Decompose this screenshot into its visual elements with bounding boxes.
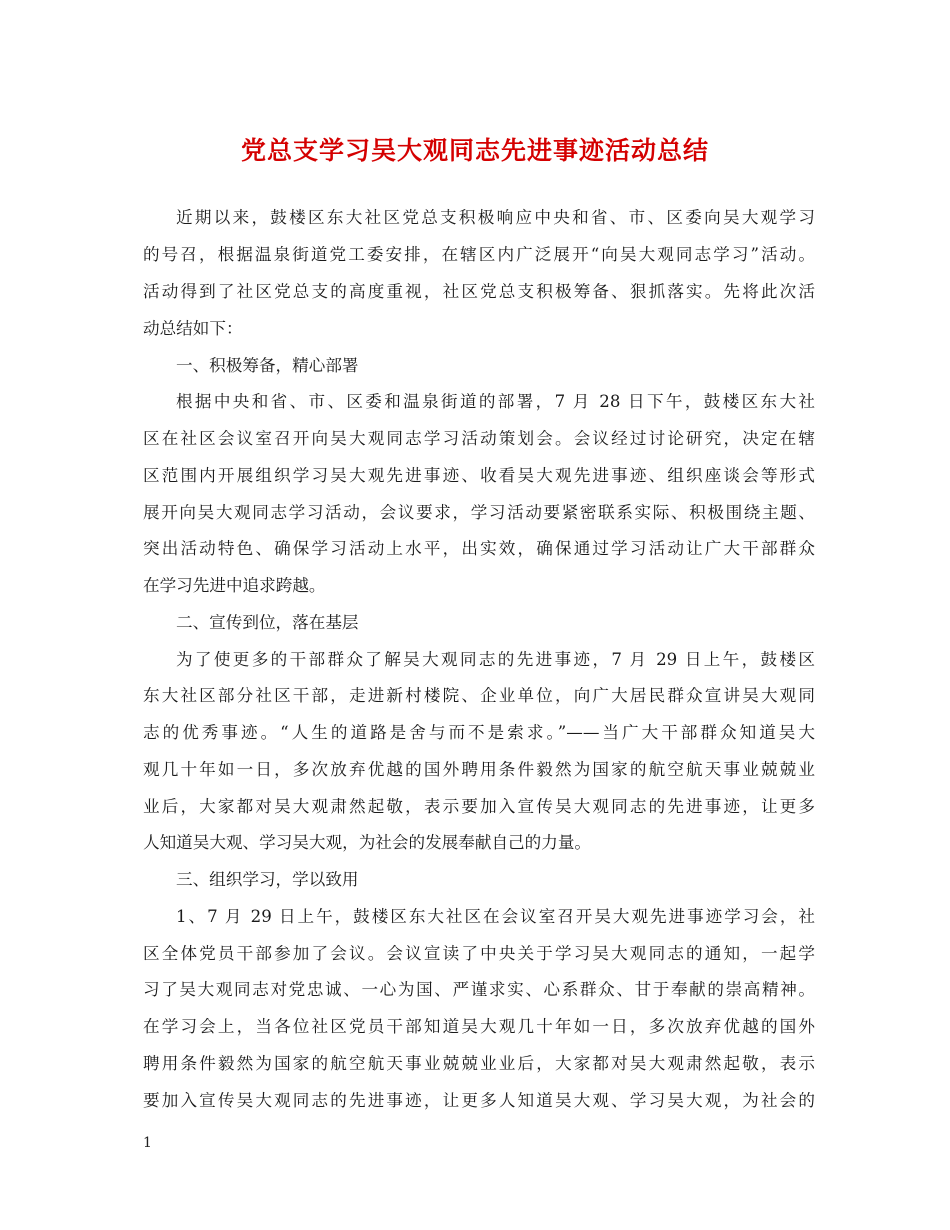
paragraph-line: 区全体党员干部参加了会议。会议宣读了中央关于学习吴大观同志的通知，一起学: [143, 944, 815, 963]
paragraph-line: 突出活动特色、确保学习活动上水平，出实效，确保通过学习活动让广大干部群众: [143, 539, 815, 558]
paragraph-line: 志的优秀事迹。“人生的道路是舍与而不是索求。”——当广大干部群众知道吴大: [143, 723, 815, 742]
paragraph-line: 在学习会上，当各位社区党员干部知道吴大观几十年如一日，多次放弃优越的国外: [143, 1017, 815, 1036]
paragraph-line: 为了使更多的干部群众了解吴大观同志的先进事迹，7 月 29 日上午，鼓楼区: [176, 650, 815, 669]
paragraph-line: 的号召，根据温泉街道党工委安排，在辖区内广泛展开“向吴大观同志学习”活动。: [143, 245, 815, 264]
paragraph-line: 观几十年如一日，多次放弃优越的国外聘用条件毅然为国家的航空航天事业兢兢业: [143, 760, 815, 779]
document-title: 党总支学习吴大观同志先进事迹活动总结: [240, 136, 709, 165]
paragraph-line: 区范围内开展组织学习吴大观先进事迹、收看吴大观先进事迹、组织座谈会等形式: [143, 466, 815, 485]
paragraph-line: 近期以来，鼓楼区东大社区党总支积极响应中央和省、市、区委向吴大观学习: [176, 208, 815, 227]
page-number: 1: [143, 1135, 152, 1151]
paragraph-line: 人知道吴大观、学习吴大观，为社会的发展奉献自己的力量。: [143, 833, 592, 852]
paragraph-line: 习了吴大观同志对党忠诚、一心为国、严谨求实、心系群众、甘于奉献的崇高精神。: [143, 980, 815, 999]
paragraph-line: 区在社区会议室召开向吴大观同志学习活动策划会。会议经过讨论研究，决定在辖: [143, 429, 815, 448]
section-heading: 一、积极筹备，精心部署: [176, 356, 359, 375]
section-heading: 三、组织学习，学以致用: [176, 870, 359, 889]
paragraph-line: 活动得到了社区党总支的高度重视，社区党总支积极筹备、狠抓落实。先将此次活: [143, 282, 815, 301]
section-heading: 二、宣传到位，落在基层: [176, 613, 359, 632]
paragraph-line: 在学习先进中追求跨越。: [143, 576, 326, 595]
paragraph-line: 展开向吴大观同志学习活动，会议要求，学习活动要紧密联系实际、积极围绕主题、: [143, 503, 815, 522]
paragraph-line: 业后，大家都对吴大观肃然起敬，表示要加入宣传吴大观同志的先进事迹，让更多: [143, 797, 815, 816]
paragraph-line: 根据中央和省、市、区委和温泉街道的部署，7 月 28 日下午，鼓楼区东大社: [176, 392, 815, 411]
paragraph-line: 要加入宣传吴大观同志的先进事迹，让更多人知道吴大观、学习吴大观，为社会的: [143, 1091, 815, 1110]
paragraph-line: 动总结如下：: [143, 319, 243, 338]
paragraph-line: 聘用条件毅然为国家的航空航天事业兢兢业业后，大家都对吴大观肃然起敬，表示: [143, 1054, 815, 1073]
paragraph-line: 1、7 月 29 日上午，鼓楼区东大社区在会议室召开吴大观先进事迹学习会，社: [176, 907, 815, 926]
paragraph-line: 东大社区部分社区干部，走进新村楼院、企业单位，向广大居民群众宣讲吴大观同: [143, 686, 815, 705]
